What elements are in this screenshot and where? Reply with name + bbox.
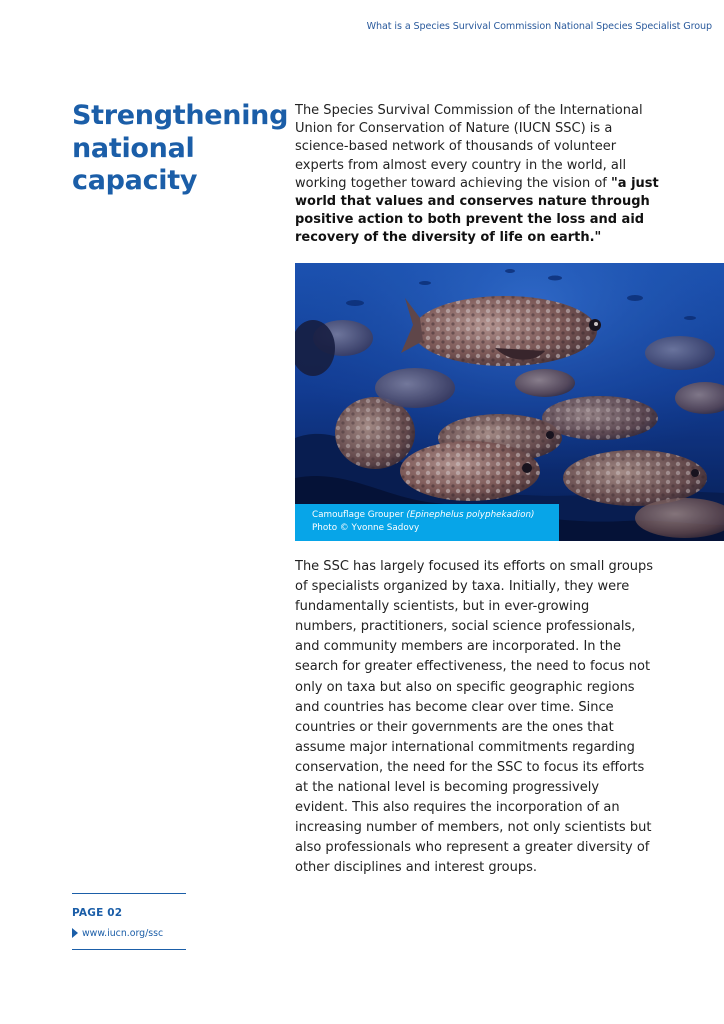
- caption-common-name: Camouflage Grouper: [312, 510, 407, 520]
- intro-text: The Species Survival Commission of the International Union for Conservation of Nature (IUCN SSC) is a science-based network of thousands of volunteer experts from almost every country in the world, all working together toward achieving the vision of: [295, 103, 643, 191]
- website-link[interactable]: [72, 926, 163, 940]
- page-number: PAGE 02: [72, 907, 123, 919]
- website-url: www.iucn.org/ssc: [82, 927, 164, 939]
- running-header: What is a Species Survival Commission National Species Specialist Group: [366, 21, 712, 32]
- underwater-fish-illustration: [295, 263, 724, 541]
- triangle-right-icon: [72, 928, 78, 938]
- intro-paragraph: [295, 102, 660, 248]
- photo-caption: [295, 504, 559, 541]
- caption-scientific-name: (Epinephelus polyphekadion): [406, 510, 535, 520]
- body-paragraph: The SSC has largely focused its efforts on small groups of specialists organized by taxa. Initially, they were fundamentally scientists, but in ever-growing numbers, practitioners, social science professionals, and community members are incorporated. In the search for greater effectiveness, the need to focus not only on taxa but also on specific geographic regions and countries has become clear over time. Since countries or their governments are the ones that assume major international commitments regarding conservation, the need for the SSC to focus its efforts at the national level is becoming progressively evident. This also requires the incorporation of an increasing number of members, not only scientists but also professionals who represent a greater diversity of other disciplines and interest groups.: [295, 559, 654, 876]
- footer-bottom-divider: [72, 949, 186, 950]
- intro-vision-quote: "a just world that values and conserves nature through positive action to both prevent the loss and aid recovery of the diversity of life on earth.": [295, 175, 659, 246]
- grouper-photo: [295, 263, 724, 541]
- photo-credit: Photo © Yvonne Sadovy: [312, 522, 420, 533]
- section-title: Strengthening national capacity: [72, 100, 289, 196]
- footer-top-divider: [72, 893, 186, 894]
- caption-species-line: [312, 509, 559, 522]
